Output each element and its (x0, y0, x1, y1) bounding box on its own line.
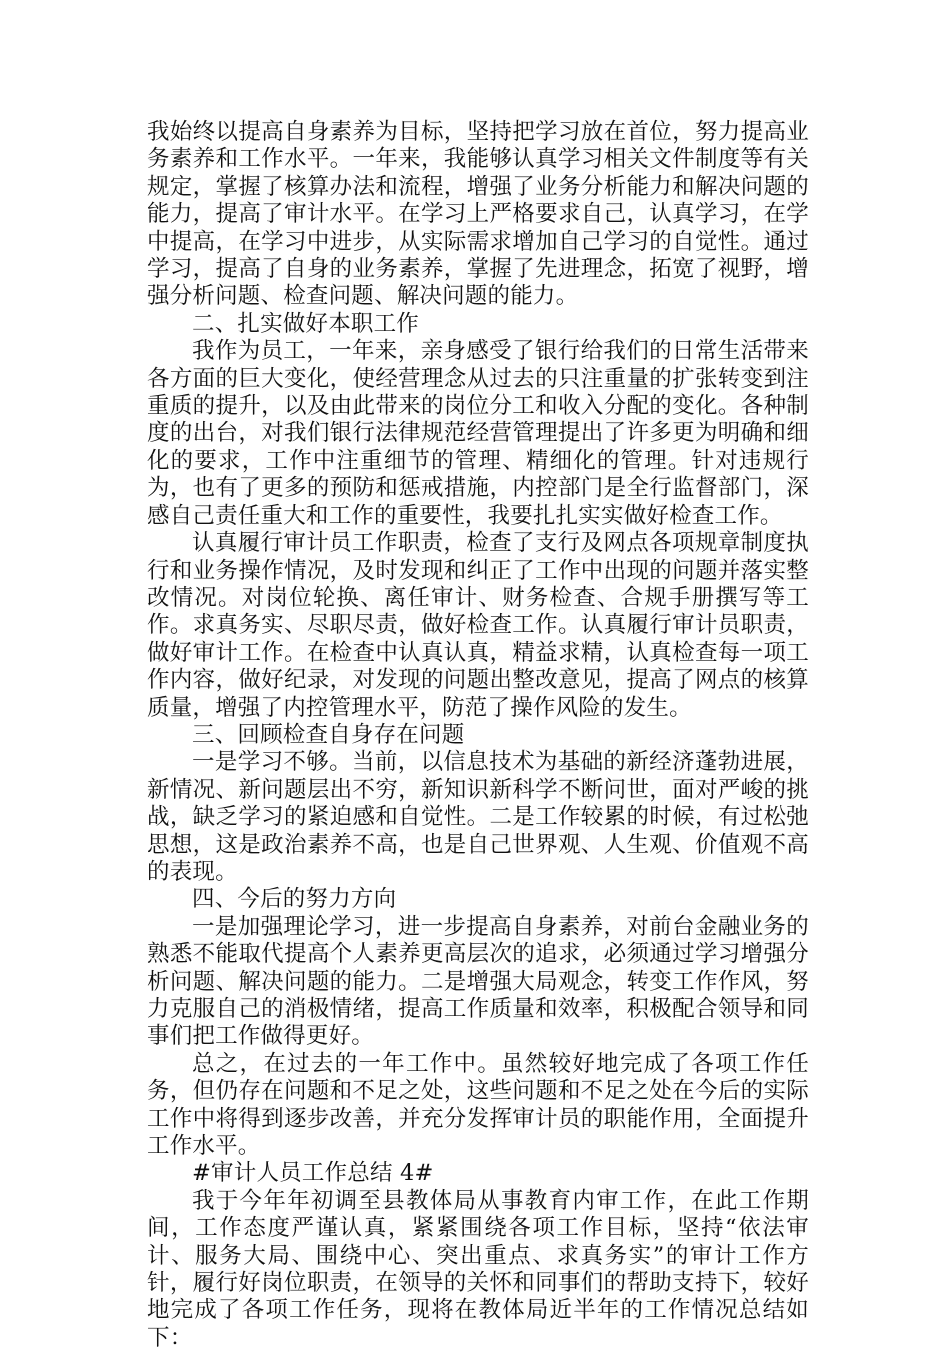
paragraph-study: 我始终以提高自身素养为目标，坚持把学习放在首位，努力提高业务素养和工作水平。一年来，我能够认真学习相关文件制度等有关规定，掌握了核算办法和流程，增强了业务分析能力和解决问题的能力，提高了审计水平。在学习上严格要求自己，认真学习，在学中提高，在学习中进步，从实际需求增加自己学习的自觉性。通过学习，提高了自身的业务素养，掌握了先进理念，拓宽了视野，增强分析问题、检查问题、解决问题的能力。 (147, 119, 809, 310)
paragraph-intro-4: 我于今年年初调至县教体局从事教育内审工作，在此工作期间，工作态度严谨认真，紧紧围绕各项工作目标，坚持“依法审计、服务大局、围绕中心、突出重点、求真务实”的审计工作方针，履行好岗位职责，在领导的关怀和同事们的帮助支持下，较好地完成了各项工作任务，现将在教体局近半年的工作情况总结如下： (147, 1187, 809, 1351)
paragraph-duty: 我作为员工，一年来，亲身感受了银行给我们的日常生活带来各方面的巨大变化，使经营理念从过去的只注重量的扩张转变到注重质的提升，以及由此带来的岗位分工和收入分配的变化。各种制度的出台，对我们银行法律规范经营管理提出了许多更为明确和细化的要求，工作中注重细节的管理、精细化的管理。针对违规行为，也有了更多的预防和惩戒措施，内控部门是全行监督部门，深感自己责任重大和工作的重要性，我要扎扎实实做好检查工作。 (147, 338, 809, 529)
section-heading-3: 三、回顾检查自身存在问题 (192, 721, 465, 748)
summary-title-4: #审计人员工作总结 4# (192, 1160, 434, 1187)
paragraph-direction: 一是加强理论学习，进一步提高自身素养，对前台金融业务的熟悉不能取代提高个人素养更高层次的追求，必须通过学习增强分析问题、解决问题的能力。二是增强大局观念，转变工作作风，努力克服自己的消极情绪，提高工作质量和效率，积极配合领导和同事们把工作做得更好。 (147, 913, 809, 1050)
document-body (147, 119, 809, 1352)
section-heading-2: 二、扎实做好本职工作 (192, 310, 420, 337)
paragraph-problems: 一是学习不够。当前，以信息技术为基础的新经济蓬勃进展，新情况、新问题层出不穷，新知识新科学不断问世，面对严峻的挑战，缺乏学习的紧迫感和自觉性。二是工作较累的时候，有过松弛思想，这是政治素养不高，也是自己世界观、人生观、价值观不高的表现。 (147, 749, 809, 885)
section-heading-4: 四、今后的努力方向 (192, 886, 397, 913)
paragraph-conclusion: 总之，在过去的一年工作中。虽然较好地完成了各项工作任务，但仍存在问题和不足之处，这些问题和不足之处在今后的实际工作中将得到逐步改善，并充分发挥审计员的职能作用，全面提升工作水平。 (147, 1050, 809, 1160)
paragraph-audit: 认真履行审计员工作职责，检查了支行及网点各项规章制度执行和业务操作情况，及时发现和纠正了工作中出现的问题并落实整改情况。对岗位轮换、离任审计、财务检查、合规手册撰写等工作。求真务实、尽职尽责，做好检查工作。认真履行审计员职责，做好审计工作。在检查中认真认真，精益求精，认真检查每一项工作内容，做好纪录，对发现的问题出整改意见，提高了网点的核算质量，增强了内控管理水平，防范了操作风险的发生。 (147, 530, 809, 721)
